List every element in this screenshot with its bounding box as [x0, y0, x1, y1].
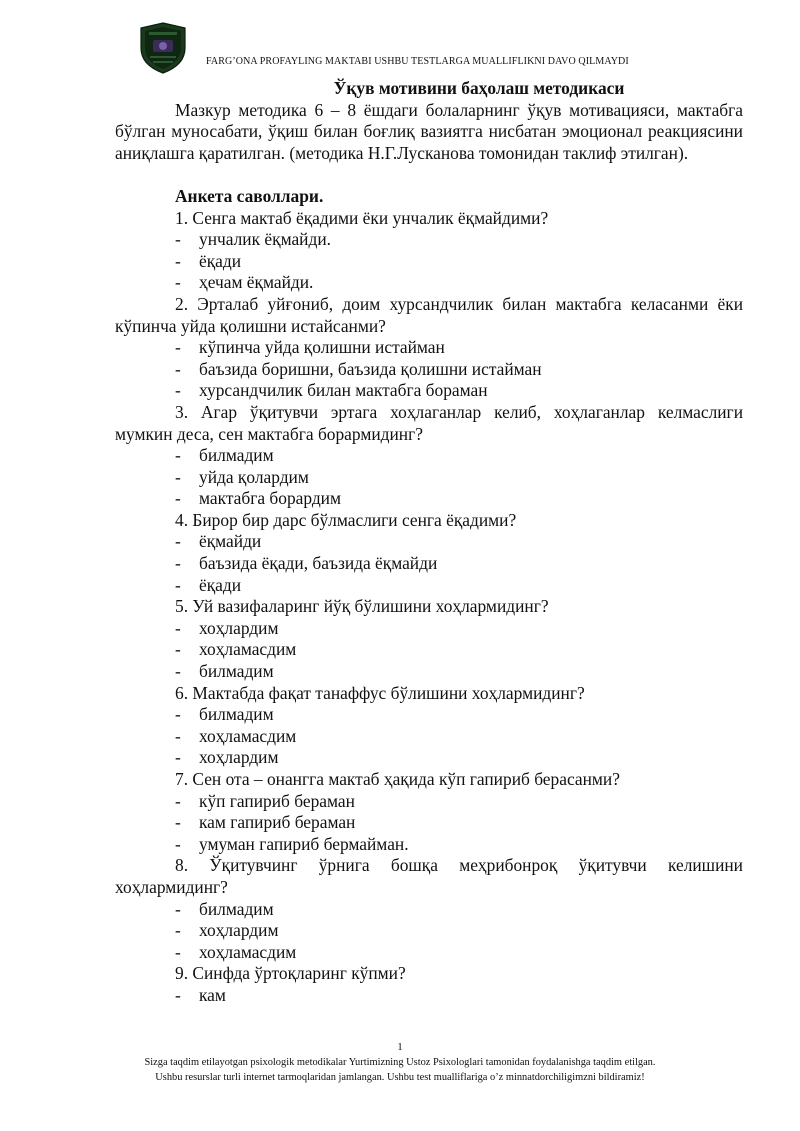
answer-text: ҳечам ёқмайди.: [199, 272, 314, 293]
question-2: 2. Эрталаб уйғониб, доим хурсандчилик билан мактабга келасанми ёки кўпинча уйда қолишни истайсанми?: [115, 293, 743, 336]
document-body: [115, 78, 743, 1007]
answer-option: [115, 445, 743, 467]
dash-bullet: -: [175, 639, 181, 660]
answer-text: хоҳламасдим: [199, 639, 297, 660]
question-9: 9. Синфда ўртоқларинг кўпми?: [175, 963, 406, 984]
question-8: 8. Ўқитувчинг ўрнига бошқа меҳрибонроқ ўқитувчи келишини хоҳлармидинг?: [115, 855, 743, 897]
answer-option: [115, 812, 743, 834]
header-disclaimer: FARG’ONA PROFAYLING MAKTABI USHBU TESTLARGA MUALLIFLIKNI DAVO QILMAYDI: [206, 56, 629, 67]
dash-bullet: -: [175, 553, 181, 574]
answer-text: умуман гапириб бермайман.: [199, 833, 409, 854]
answer-option: [115, 467, 743, 489]
answer-text: мактабга борардим: [199, 488, 341, 509]
answer-text: билмадим: [199, 661, 274, 682]
answer-option: [115, 639, 743, 661]
answer-option: [115, 942, 743, 964]
answer-option: [115, 704, 743, 726]
answer-text: билмадим: [199, 704, 274, 725]
dash-bullet: -: [175, 812, 181, 833]
footer-line-1: Sizga taqdim etilayotgan psixologik metodikalar Yurtimizning Ustoz Psixologlari tamonidan foydalanishga taqdim etilgan.: [144, 1057, 656, 1068]
dash-bullet: -: [175, 833, 181, 854]
dash-bullet: -: [175, 661, 181, 682]
answer-option: [115, 618, 743, 640]
answer-text: билмадим: [199, 898, 274, 919]
answer-option: [115, 661, 743, 683]
answer-text: ёқмайди: [199, 531, 262, 552]
school-crest-logo: [139, 22, 187, 74]
answer-text: уйда қолардим: [199, 466, 309, 487]
answer-text: баъзида боришни, баъзида қолишни истайман: [199, 358, 542, 379]
dash-bullet: -: [175, 272, 181, 293]
question-4: 4. Бирор бир дарс бўлмаслиги сенга ёқадими?: [175, 509, 517, 530]
answer-option: [115, 272, 743, 294]
answer-option: [115, 834, 743, 856]
answer-text: кам: [199, 984, 226, 1005]
section-title: Анкета саволлари.: [175, 185, 324, 206]
dash-bullet: -: [175, 229, 181, 250]
answer-text: кўпинча уйда қолишни истайман: [199, 337, 445, 358]
answer-text: хурсандчилик билан мактабга бораман: [199, 380, 488, 401]
dash-bullet: -: [175, 920, 181, 941]
dash-bullet: -: [175, 445, 181, 466]
intro-paragraph: Мазкур методика 6 – 8 ёшдаги болаларнинг ўқув мотивацияси, мактабга бўлган муносабати, ўқиш билан боғлиқ вазиятга нисбатан эмоционал реакциясини аниқлашга қаратилган. (методика Н.Г.Лусканова томонидан таклиф этилган).: [115, 99, 743, 163]
answer-option: [115, 726, 743, 748]
answer-option: [115, 920, 743, 942]
dash-bullet: -: [175, 984, 181, 1005]
dash-bullet: -: [175, 466, 181, 487]
answer-text: хоҳламасдим: [199, 725, 297, 746]
answer-text: хоҳламасдим: [199, 941, 297, 962]
answer-option: [115, 337, 743, 359]
question-7: 7. Сен ота – онангга мактаб ҳақида кўп гапириб берасанми?: [175, 769, 620, 789]
dash-bullet: -: [175, 941, 181, 962]
blank-line: [115, 164, 743, 186]
answer-option: [115, 359, 743, 381]
dash-bullet: -: [175, 380, 181, 401]
answer-text: хоҳлардим: [199, 747, 279, 768]
dash-bullet: -: [175, 725, 181, 746]
dash-bullet: -: [175, 337, 181, 358]
questionnaire: [115, 208, 743, 1007]
answer-option: [115, 899, 743, 921]
question-1: 1. Сенга мактаб ёқадими ёки унчалик ёқмайдими?: [175, 207, 549, 228]
answer-text: билмадим: [199, 445, 274, 466]
question-6: 6. Мактабда фақат танаффус бўлишини хоҳлармидинг?: [175, 682, 585, 703]
dash-bullet: -: [175, 531, 181, 552]
answer-text: ёқади: [199, 250, 242, 271]
dash-bullet: -: [175, 704, 181, 725]
question-5: 5. Уй вазифаларинг йўқ бўлишини хоҳлармидинг?: [175, 596, 549, 617]
answer-text: унчалик ёқмайди.: [199, 229, 331, 250]
dash-bullet: -: [175, 250, 181, 271]
answer-text: баъзида ёқади, баъзида ёқмайди: [199, 553, 438, 574]
page-number: 1: [397, 1041, 403, 1053]
answer-text: кўп гапириб бераман: [199, 790, 355, 811]
dash-bullet: -: [175, 790, 181, 811]
question-3: 3. Агар ўқитувчи эртага хоҳлаганлар келиб, хоҳлаганлар келмаслиги мумкин деса, сен мактабга борармидинг?: [115, 401, 743, 444]
dash-bullet: -: [175, 358, 181, 379]
dash-bullet: -: [175, 617, 181, 638]
document-title: Ўқув мотивини баҳолаш методикаси: [333, 78, 625, 98]
answer-option: [115, 380, 743, 402]
dash-bullet: -: [175, 488, 181, 509]
answer-option: [115, 747, 743, 769]
page-footer: [0, 1056, 800, 1085]
answer-option: [115, 531, 743, 553]
answer-option: [115, 553, 743, 575]
answer-option: [115, 488, 743, 510]
answer-text: ёқади: [199, 574, 242, 595]
answer-text: хоҳлардим: [199, 920, 279, 941]
answer-option: [115, 575, 743, 597]
answer-text: кам гапириб бераман: [199, 812, 356, 833]
dash-bullet: -: [175, 747, 181, 768]
dash-bullet: -: [175, 898, 181, 919]
answer-option: [115, 791, 743, 813]
answer-text: хоҳлардим: [199, 617, 279, 638]
answer-option: [115, 251, 743, 273]
answer-option: [115, 229, 743, 251]
answer-option: [115, 985, 743, 1007]
dash-bullet: -: [175, 574, 181, 595]
footer-line-2: Ushbu resurslar turli internet tarmoqlaridan jamlangan. Ushbu test mualliflariga o’z minnatdorchiligimzni bildiramiz!: [155, 1071, 645, 1083]
